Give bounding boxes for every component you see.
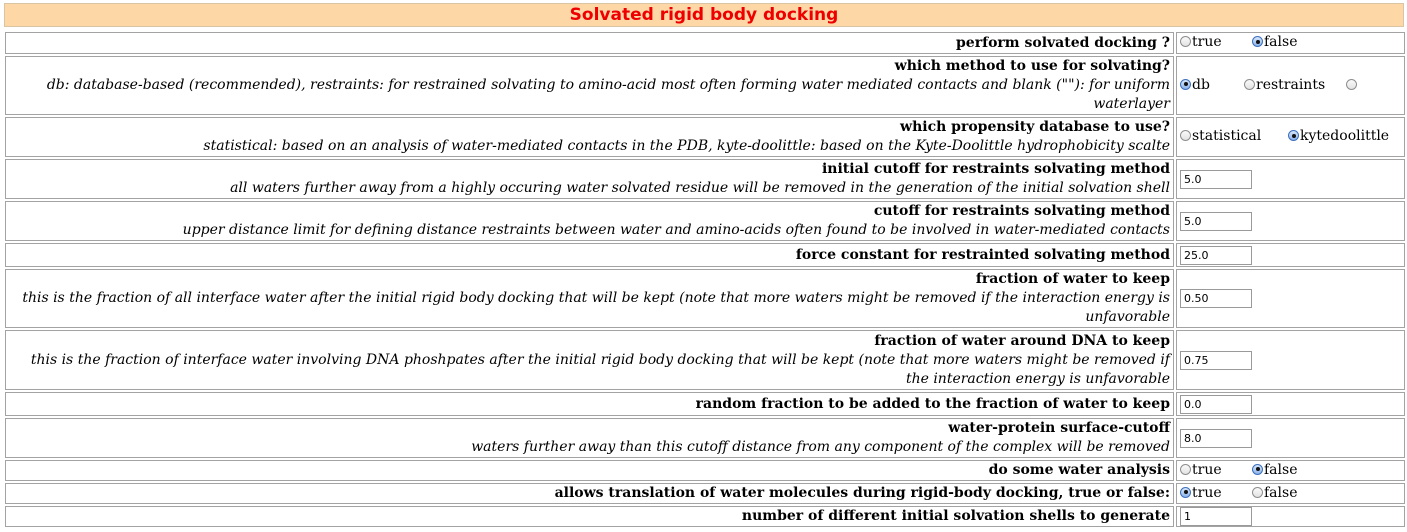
parameter-title: fraction of water around DNA to keep [874, 332, 1170, 349]
parameter-description: upper distance limit for defining distance restraints between water and amino-acids often found to be involved in water-mediated contacts [182, 222, 1170, 238]
parameter-row [5, 56, 1405, 115]
radio-option[interactable] [1180, 77, 1210, 93]
parameter-control-cell [1176, 418, 1405, 458]
parameter-row [5, 506, 1405, 527]
radio-option-label: kytedoolittle [1300, 128, 1390, 144]
parameter-description: waters further away than this cutoff distance from any component of the complex will be removed [471, 439, 1170, 455]
parameter-description: all waters further away from a highly occuring water solvated residue will be removed in the generation of the initial solvation shell [230, 180, 1170, 196]
radio-unchecked-icon[interactable] [1180, 130, 1191, 141]
parameter-title: perform solvated docking ? [956, 34, 1170, 51]
parameter-row [5, 418, 1405, 458]
parameter-row [5, 32, 1405, 54]
parameter-control-cell [1176, 506, 1405, 527]
parameter-table [3, 30, 1407, 529]
parameter-row [5, 117, 1405, 157]
radio-checked-icon[interactable] [1180, 79, 1191, 90]
parameter-label-cell [5, 32, 1174, 54]
parameter-label-cell [5, 269, 1174, 328]
parameter-control-cell [1176, 392, 1405, 416]
radio-option-label: true [1192, 484, 1222, 501]
radio-unchecked-icon[interactable] [1180, 464, 1191, 475]
parameter-title: initial cutoff for restraints solvating method [821, 161, 1170, 177]
radio-checked-icon[interactable] [1180, 487, 1191, 498]
parameter-input[interactable]: 25.0 [1180, 246, 1252, 265]
parameter-title: water-protein surface-cutoff [948, 420, 1170, 436]
parameter-title: which propensity database to use? [900, 119, 1170, 135]
parameter-title: random fraction to be added to the fraction of water to keep [695, 395, 1170, 412]
parameter-input[interactable]: 1 [1180, 507, 1252, 526]
parameter-title: allows translation of water molecules during rigid-body docking, true or false: [554, 485, 1170, 501]
radio-option[interactable] [1252, 462, 1297, 478]
radio-option[interactable] [1180, 34, 1222, 50]
radio-group [1180, 462, 1404, 480]
parameter-description: statistical: based on an analysis of water-mediated contacts in the PDB, kyte-doolittle: based on the Kyte-Doolittle hydrophobicity scalte [203, 138, 1170, 154]
parameter-label-cell [5, 243, 1174, 267]
parameter-title: do some water analysis [988, 462, 1170, 478]
parameter-control-cell [1176, 159, 1405, 199]
radio-option[interactable] [1252, 34, 1297, 50]
parameter-row [5, 483, 1405, 504]
radio-option[interactable] [1180, 128, 1261, 144]
parameter-control-cell [1176, 330, 1405, 390]
parameter-label-cell [5, 483, 1174, 504]
radio-option[interactable] [1346, 77, 1358, 93]
parameter-row [5, 392, 1405, 416]
radio-unchecked-icon[interactable] [1252, 487, 1263, 498]
parameter-description: db: database-based (recommended), restraints: for restrained solvating to amino-acid most often forming water mediated contacts and blank (""): for uniform waterlayer [46, 77, 1170, 112]
parameter-row [5, 201, 1405, 241]
parameter-title: which method to use for solvating? [894, 58, 1170, 74]
parameter-label-cell [5, 56, 1174, 115]
radio-option[interactable] [1180, 485, 1222, 501]
parameter-title: force constant for restrainted solvating method [795, 246, 1170, 263]
radio-option-label: restraints [1256, 76, 1326, 93]
radio-option-label: false [1264, 34, 1298, 50]
parameter-row [5, 330, 1405, 390]
radio-group [1180, 77, 1404, 95]
parameter-control-cell [1176, 117, 1405, 157]
radio-option[interactable] [1244, 77, 1325, 93]
parameter-input[interactable]: 5.0 [1180, 212, 1252, 231]
radio-unchecked-icon[interactable] [1244, 79, 1255, 90]
parameter-title: cutoff for restraints solvating method [873, 203, 1170, 219]
section-header: Solvated rigid body docking [4, 3, 1404, 27]
parameter-row [5, 460, 1405, 481]
parameter-input[interactable]: 0.50 [1180, 289, 1252, 308]
parameter-label-cell [5, 117, 1174, 157]
parameter-label-cell [5, 201, 1174, 241]
radio-unchecked-icon[interactable] [1346, 79, 1357, 90]
radio-option-label: true [1192, 34, 1222, 50]
parameter-input[interactable]: 0.0 [1180, 395, 1252, 414]
radio-option-label: false [1264, 484, 1298, 501]
parameter-input[interactable]: 5.0 [1180, 170, 1252, 189]
parameter-control-cell [1176, 269, 1405, 328]
radio-unchecked-icon[interactable] [1180, 36, 1191, 47]
radio-option[interactable] [1252, 485, 1297, 501]
parameter-input[interactable]: 8.0 [1180, 429, 1252, 448]
parameter-label-cell [5, 392, 1174, 416]
radio-group [1180, 34, 1404, 52]
radio-checked-icon[interactable] [1252, 464, 1263, 475]
parameter-description: this is the fraction of interface water involving DNA phoshpates after the initial rigid body docking that will be kept (note that more waters might be removed if the interaction energy is unfavorable [30, 351, 1170, 387]
radio-group [1180, 485, 1404, 503]
radio-option-label: false [1264, 461, 1298, 478]
parameter-label-cell [5, 330, 1174, 390]
parameter-label-cell [5, 460, 1174, 481]
radio-group [1180, 128, 1404, 146]
parameter-row [5, 243, 1405, 267]
radio-checked-icon[interactable] [1288, 130, 1299, 141]
parameter-row [5, 269, 1405, 328]
parameter-input[interactable]: 0.75 [1180, 351, 1252, 370]
radio-checked-icon[interactable] [1252, 36, 1263, 47]
radio-option[interactable] [1288, 128, 1389, 144]
parameter-title: fraction of water to keep [975, 271, 1170, 287]
parameter-title: number of different initial solvation shells to generate [741, 508, 1170, 524]
parameter-control-cell [1176, 243, 1405, 267]
radio-option-label: true [1192, 461, 1222, 478]
parameter-control-cell [1176, 32, 1405, 54]
parameter-control-cell [1176, 460, 1405, 481]
parameter-description: this is the fraction of all interface water after the initial rigid body docking that will be kept (note that more waters might be removed if the interaction energy is unfavorable [22, 290, 1170, 325]
parameter-label-cell [5, 418, 1174, 458]
radio-option[interactable] [1180, 462, 1222, 478]
parameter-label-cell [5, 506, 1174, 527]
radio-option-label: db [1192, 76, 1210, 93]
parameter-label-cell [5, 159, 1174, 199]
parameter-control-cell [1176, 56, 1405, 115]
parameter-control-cell [1176, 483, 1405, 504]
radio-option-label: statistical [1192, 128, 1262, 144]
parameter-control-cell [1176, 201, 1405, 241]
parameter-row [5, 159, 1405, 199]
